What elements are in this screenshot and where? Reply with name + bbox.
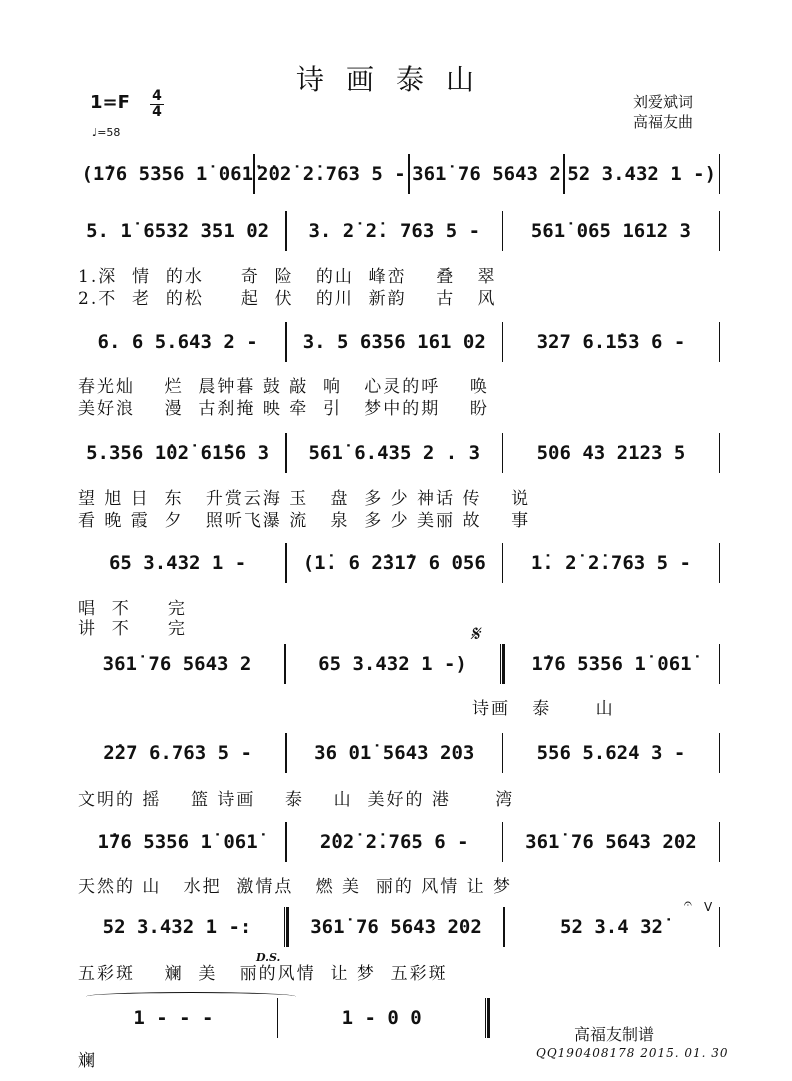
system-4: [70, 433, 720, 473]
system-2: [70, 211, 720, 251]
final-barline: [485, 998, 490, 1038]
lyrics-line: 唱 不 完: [78, 599, 187, 619]
measure: 52 3.432 1 -): [567, 163, 717, 185]
system-3: [70, 322, 720, 362]
measure: 561̇ 065 1612 3: [530, 220, 691, 242]
system-1: [70, 154, 720, 194]
time-signature: [150, 89, 164, 120]
barline: [719, 154, 721, 194]
notation-maker: 高福友制谱: [574, 1025, 655, 1044]
measure: 1̇76 5356 1̇ 061̇: [531, 653, 692, 675]
lyrics-line: 五彩斑 斓 美 丽的风情 让 梦 五彩斑: [78, 964, 448, 984]
measure: 327 6.1̇53 6 -: [536, 331, 686, 353]
measure: (1̇. 6 2̇31̇7 6 056: [302, 552, 486, 574]
barline: [719, 907, 721, 947]
measure: 2̇27 6.763 5 -: [103, 742, 252, 764]
measure: 5. 1̇ 6532 351 02: [86, 220, 270, 242]
system-8: [70, 822, 720, 862]
lyrics-line: 春光灿 烂 晨钟暮 鼓 敲 响 心灵的呼 唤: [78, 377, 489, 397]
measure: 1 - 0 0: [341, 1007, 422, 1029]
measure: 2̇02̇ 2̇.765 6 -: [319, 831, 469, 853]
measure: 52 3.432 1 -:: [102, 916, 252, 938]
lyrics-line: 天然的 山 水把 激情点 燃 美 丽的 风情 让 梦: [78, 877, 513, 897]
credits: [633, 92, 693, 132]
measure: 3. 5 6356 161 02: [302, 331, 486, 353]
lyrics-line: 斓: [78, 1051, 97, 1071]
lyrics-line: 讲 不 完: [78, 619, 187, 639]
measure: 65 3.432 1 -: [108, 552, 247, 574]
barline: [719, 733, 721, 773]
key-signature: 1=F: [90, 92, 130, 113]
segno-sign: 𝄋: [470, 622, 480, 647]
measure: 2̇02̇ 2̇.763 5 -: [257, 163, 406, 185]
fermata-mark: 𝄐: [684, 896, 692, 912]
measure: 5.356 1̇02̇ 61̇56 3: [86, 442, 270, 464]
measure: 506 43 2123 5: [536, 442, 686, 464]
lyrics-line: 美好浪 漫 古刹掩 映 牵 引 梦中的期 盼: [78, 399, 489, 419]
measure: 361̇ 76 5643 2: [412, 163, 561, 185]
barline: [719, 433, 721, 473]
song-title: 诗画泰山: [295, 63, 496, 96]
measure: 561̇ 6.435 2 . 3: [308, 442, 481, 464]
system-6: [70, 644, 720, 684]
measure: 36 01̇ 5643 203: [314, 742, 475, 764]
lyrics-line: 1.深 情 的水 奇 险 的山 峰峦 叠 翠: [78, 267, 497, 287]
system-10: [70, 998, 490, 1038]
time-bottom: 4: [152, 104, 162, 120]
ds-mark: D.S.: [256, 951, 281, 964]
barline: [719, 211, 721, 251]
measure: 6. 6 5.643 2 -: [97, 331, 258, 353]
measure: 361̇ 76 5643 202: [525, 831, 697, 853]
tempo-mark: ♩=58: [92, 126, 121, 139]
measure: 556 5.624 3 -: [536, 742, 686, 764]
system-9: [70, 907, 720, 947]
barline: [719, 644, 721, 684]
time-top: 4: [150, 89, 164, 105]
measure: 1̇. 2̇ 2̇.763 5 -: [530, 552, 691, 574]
barline: [719, 322, 721, 362]
measure: (1̇76 5356 1̇ 061̇: [70, 163, 254, 185]
measure: 1̇76 5356 1̇ 061̇: [97, 831, 258, 853]
measure: 361̇ 76 5643 202: [310, 916, 482, 938]
system-5: [70, 543, 720, 583]
lyrics-line: 2.不 老 的松 起 伏 的川 新韵 古 风: [78, 289, 497, 309]
lyrics-line: 文明的 摇 篮 诗画 泰 山 美好的 港 湾: [78, 790, 515, 810]
barline: [719, 822, 721, 862]
lyrics-line: 看 晚 霞 夕 照听飞瀑 流 泉 多 少 美丽 故 事: [78, 511, 531, 531]
measure: 361̇ 76 5643 2: [102, 653, 252, 675]
measure: 52 3.4 32̇: [560, 916, 663, 938]
measure: 1 - - -: [133, 1007, 214, 1029]
lyrics-line: 诗画 泰 山: [472, 699, 615, 719]
lyrics-line: 望 旭 日 东 升赏云海 玉 盘 多 少 神话 传 说: [78, 489, 531, 509]
breath-mark: V: [704, 900, 713, 914]
lyricist: 刘爱斌词: [633, 93, 694, 111]
composer: 高福友曲: [633, 113, 694, 131]
system-7: [70, 733, 720, 773]
measure: 3. 2̇ 2̇. 763 5 -: [308, 220, 481, 242]
measure: 65 3.432 1 -): [318, 653, 467, 675]
barline: [719, 543, 721, 583]
contact-date: QQ190408178 2015. 01. 30: [536, 1046, 729, 1060]
